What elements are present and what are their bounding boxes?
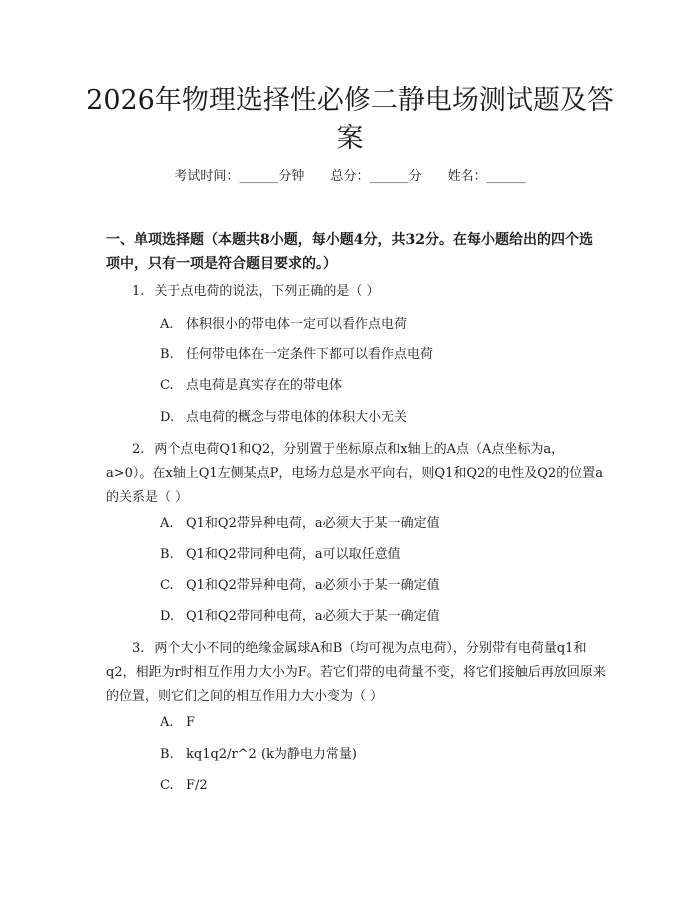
option-3a: A. F xyxy=(160,715,196,730)
option-2d: D. Q1和Q2带同种电荷，a必须大于某一确定值 xyxy=(160,609,440,624)
section-heading: 一、单项选择题（本题共8小题，每小题4分，共32分。在每小题给出的四个选项中，只有一项是符合题目要求的。） xyxy=(106,232,593,272)
exam-meta xyxy=(0,167,700,187)
question-2 xyxy=(106,438,606,510)
option-3c: C. F/2 xyxy=(160,778,208,793)
question-3 xyxy=(106,637,606,709)
option-1c: C. 点电荷是真实存在的带电体 xyxy=(160,378,343,393)
option-1d: D. 点电荷的概念与带电体的体积大小无关 xyxy=(160,410,408,425)
option-2c: C. Q1和Q2带异种电荷，a必须小于某一确定值 xyxy=(160,578,440,593)
option-3b: B. kq1q2/r^2 (k为静电力常量) xyxy=(160,747,357,762)
option-2a: A. Q1和Q2带异种电荷，a必须大于某一确定值 xyxy=(160,516,440,531)
question-text: 两个点电荷Q1和Q2，分别置于坐标原点和x轴上的A点（A点坐标为a，a>0）。在x轴上Q1左侧某点P，电场力总是水平向右，则Q1和Q2的电性及Q2的位置a的关系是（ ） xyxy=(106,442,603,505)
name-field: 姓名：______ xyxy=(447,169,526,184)
page-title: 2026年物理选择性必修二静电场测试题及答案 xyxy=(86,85,614,154)
question-number: 1. xyxy=(132,284,145,299)
total-score-field: 总分：______分 xyxy=(330,169,422,184)
option-1a: A. 体积很小的带电体一定可以看作点电荷 xyxy=(160,317,408,332)
option-2b: B. Q1和Q2带同种电荷，a可以取任意值 xyxy=(160,547,401,562)
question-text: 两个大小不同的绝缘金属球A和B（均可视为点电荷），分别带有电荷量q1和q2，相距为r时相互作用力大小为F。若它们带的电荷量不变，将它们接触后再放回原来的位置，则它们之间的相互作用力大小变为（ ） xyxy=(106,641,606,704)
question-number: 2. xyxy=(132,442,145,457)
question-1 xyxy=(106,280,606,304)
option-1b: B. 任何带电体在一定条件下都可以看作点电荷 xyxy=(160,347,434,362)
exam-time-field: 考试时间：______分钟 xyxy=(174,169,305,184)
question-number: 3. xyxy=(132,641,145,656)
question-text: 关于点电荷的说法，下列正确的是（ ） xyxy=(154,284,380,299)
